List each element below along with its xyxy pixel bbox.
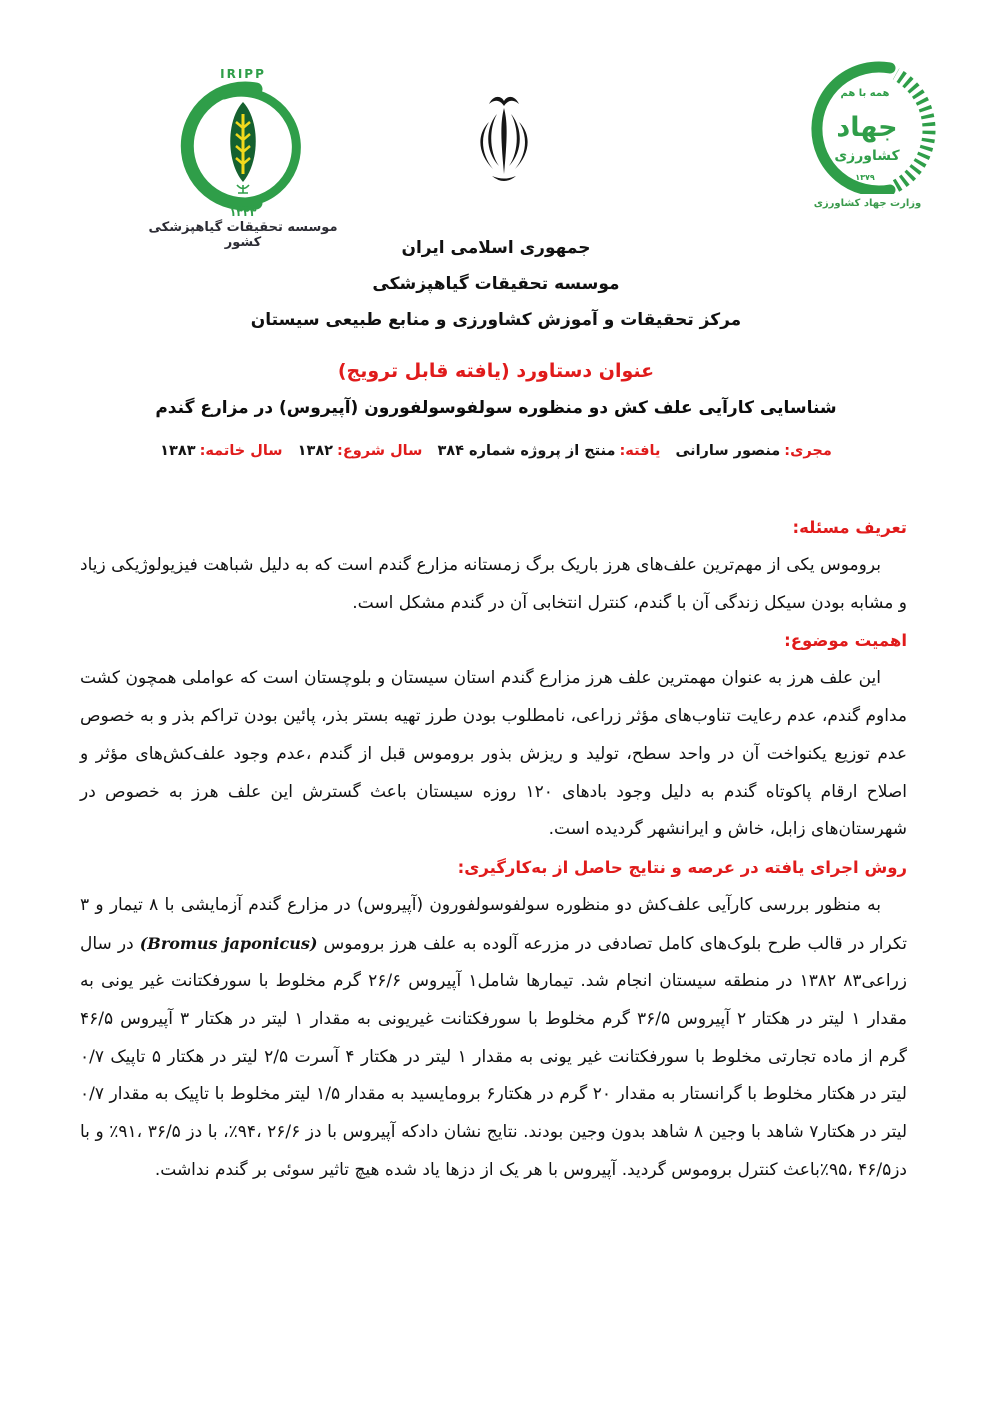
iripp-year: ۱۳۲۳ [229, 206, 257, 218]
inner-right-crescent [509, 114, 520, 166]
shadda-mark [489, 97, 519, 106]
header-line-institute: موسسه تحقیقات گیاهپزشکی [372, 274, 620, 294]
center-sword [501, 108, 506, 174]
jahad-year: ۱۳۷۹ [854, 173, 875, 182]
iripp-acronym: IRIPP [220, 67, 266, 81]
wheat-spike-shape [896, 74, 929, 186]
section-heading-importance: اهمیت موضوع: [784, 631, 907, 651]
header-line-center: مرکز تحقیقات و آموزش کشاورزی و منابع طبیعی سیستان [250, 310, 742, 330]
document-body [80, 509, 907, 1190]
jahad-logo-icon [793, 52, 943, 194]
iripp-logo-icon [158, 64, 328, 218]
jahad-subtitle: کشاورزی [833, 148, 900, 164]
achievement-label: عنوان دستاورد (یافته قابل ترویج) [337, 360, 655, 382]
government-header [0, 230, 992, 338]
insect-icon [237, 185, 249, 193]
section-heading-method-results: روش اجرای یافته در عرصه و نتایج حاصل از به‌کارگیری: [457, 857, 907, 877]
section-body-problem-definition: بروموس یکی از مهم‌ترین علف‌های هرز باریک برگ زمستانه مزارع گندم است که به دلیل شباهت فیزیولوژیکی زیاد و مشابه بودن سیکل زندگی آن با گندم، کنترل انتخابی آن در گندم مشکل است. [80, 555, 907, 613]
meta-executor: مجری:منصور سارانی [675, 443, 832, 459]
section-body-importance: این علف هرز به عنوان مهمترین علف هرز مزارع گندم استان سیستان و بلوچستان است که عواملی همچون کشت مداوم گندم، عدم رعایت تناوب‌های مؤثر زراعی، نامطلوب بودن طرز تهیه بستر بذر، پائین بودن تراکم بذر و به خصوص عدم توزیع یکنواخت آن در واحد سطح، تولید و ریزش بذور بروموس قبل از گندم ،عدم وجود علف‌کش‌های مؤثر و اصلاح ارقام پاکوتاه گندم به دلیل وجود بادهای ۱۲۰ روزه سیستان باعث گسترش این علف هرز به خصوص در شهرستان‌های زابل، خاش و ایرانشهر گردیده است. [80, 668, 907, 840]
method-text-after-species: در سال زراعی۸۳ ۱۳۸۲ در منطقه سیستان انجام شد. تیمارها شامل۱ آپیروس ۲۶/۶ گرم مخلوط با سورفکتانت غیر یونی به مقدار ۱ لیتر در هکتار ۲ آپیروس ۳۶/۵ گرم مخلوط با سورفکتانت غیریونی به مقدار ۱ لیتر در هکتار ۳ آپیروس ۴۶/۵ گرم از ماده تجارتی مخلوط با سورفکتانت غیر یونی به مقدار ۱ لیتر در هکتار ۴ آسرت ۲/۵ لیتر در هکتار ۵ تاپیک ۰/۷ لیتر در هکتار مخلوط با گرانستار به مقدار ۲۰ گرم در هکتار۶ برومایسید به مقدار ۱/۵ لیتر مخلوط با تاپیک به مقدار ۰/۷ لیتر در هکتار۷ شاهد با وجین ۸ شاهد بدون وجین بودند. نتایج نشان دادکه آپیروس با دز ۲۶/۶ ،۹۴٪، با دز ۳۶/۵ ،۹۱٪ و با دز۴۶/۵ ،۹۵٪باعث کنترل بروموس گردید. آپیروس با هر یک از دزها یاد شده هیچ تاثیر سوئی بر گندم نداشت. [80, 933, 908, 1180]
iripp-logo [148, 64, 338, 250]
method-text-before-species: به منظور بررسی کارآیی علف‌کش دو منظوره سولفوسولفورون (آپیروس) در مزارع گندم آزمایشی با ۸ تیمار و ۳ تکرار در قالب طرح بلوک‌های کامل تصادفی در مزرعه آلوده به علف هرز بروموس [80, 894, 907, 954]
meta-finding: یافته:منتج از پروژه شماره ۳۸۴ [437, 443, 661, 459]
species-latin-name: (Bromus japonicus) [139, 933, 318, 953]
jahad-title: جهاد [835, 112, 898, 143]
inner-left-crescent [488, 114, 499, 166]
section-heading-problem-definition: تعریف مسئله: [792, 518, 907, 537]
jahad-caption: وزارت جهاد کشاورزی [813, 198, 922, 209]
sword-base [492, 176, 516, 181]
iran-emblem-icon [460, 88, 548, 184]
jahad-keshavarzi-logo [790, 52, 945, 209]
document-title: شناسایی کارآیی علف کش دو منظوره سولفوسولفورون (آپیروس) در مزارع گندم [155, 398, 837, 418]
meta-line [0, 443, 992, 459]
header-line-country: جمهوری اسلامی ایران [401, 238, 591, 258]
section-body-method-results [80, 887, 907, 1190]
jahad-slogan: همه با هم [840, 88, 889, 99]
iripp-caption: موسسه تحقیقات گیاهپزشکی کشور [148, 220, 338, 250]
meta-start-year: سال شروع:۱۳۸۲ [297, 443, 423, 459]
meta-end-year: سال خاتمه:۱۳۸۳ [160, 443, 283, 459]
